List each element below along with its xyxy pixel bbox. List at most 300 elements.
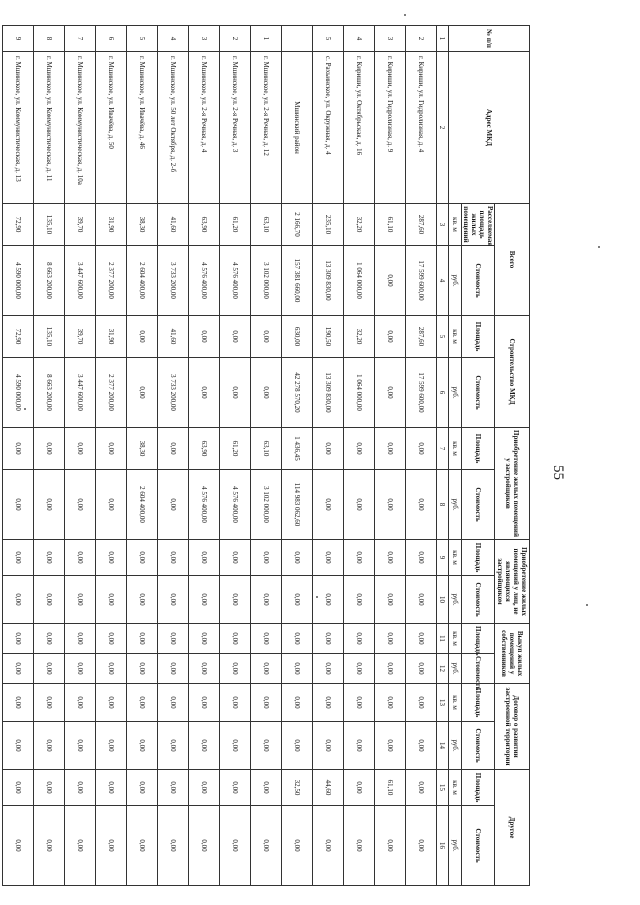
rotated-table-wrapper [14, 25, 530, 885]
column-number: 10 [437, 576, 449, 624]
value-cell: 72,90 [3, 204, 34, 246]
header-area: Площадь [462, 770, 495, 806]
unit-money: руб. [449, 722, 462, 770]
value-cell: 0,00 [127, 722, 158, 770]
value-cell: 0,00 [406, 624, 437, 654]
value-cell: 0,00 [34, 722, 65, 770]
value-cell: 0,00 [189, 684, 220, 722]
value-cell: 0,00 [96, 540, 127, 576]
value-cell: 0,00 [3, 770, 34, 806]
address-cell: с. Рахьинское, ул. Окружная, д. 4 [313, 52, 344, 204]
value-cell: 32,20 [344, 204, 375, 246]
value-cell: 0,00 [344, 654, 375, 684]
value-cell: 0,00 [375, 624, 406, 654]
unit-money: руб. [449, 358, 462, 428]
address-cell: г. Мшинское, ул. Коммунистическая, д. 13 [3, 52, 34, 204]
value-cell: 2 604 400,00 [127, 470, 158, 540]
value-cell: 1 064 000,00 [344, 358, 375, 428]
table-row [220, 26, 251, 886]
value-cell: 0,00 [282, 624, 313, 654]
value-cell: 0,00 [406, 722, 437, 770]
table-row [375, 26, 406, 886]
value-cell: 0,00 [127, 624, 158, 654]
row-number: 7 [65, 26, 96, 52]
value-cell: 0,00 [65, 722, 96, 770]
value-cell: 0,00 [344, 428, 375, 470]
value-cell: 0,00 [189, 316, 220, 358]
value-cell: 61,20 [220, 204, 251, 246]
value-cell: 235,10 [313, 204, 344, 246]
value-cell: 0,00 [251, 722, 282, 770]
row-number: 1 [251, 26, 282, 52]
value-cell: 0,00 [127, 540, 158, 576]
value-cell: 38,30 [127, 204, 158, 246]
value-cell: 0,00 [406, 806, 437, 886]
value-cell: 72,90 [3, 316, 34, 358]
value-cell: 2 166,70 [282, 204, 313, 246]
row-number: 2 [406, 26, 437, 52]
value-cell: 0,00 [158, 770, 189, 806]
table-row [96, 26, 127, 886]
table-row [158, 26, 189, 886]
value-cell: 0,00 [220, 806, 251, 886]
value-cell: 0,00 [251, 624, 282, 654]
address-cell: г. Мшинское, ул. 50 лет Октября, д. 2-б [158, 52, 189, 204]
column-number: 9 [437, 540, 449, 576]
value-cell: 0,00 [34, 684, 65, 722]
value-cell: 0,00 [127, 576, 158, 624]
unit-money: руб. [449, 806, 462, 886]
value-cell: 0,00 [406, 428, 437, 470]
value-cell: 190,50 [313, 316, 344, 358]
address-cell: г. Кириши, ул. Гидролизная, д. 9 [375, 52, 406, 204]
scan-speck [598, 246, 600, 248]
value-cell: 0,00 [220, 770, 251, 806]
value-cell: 17 599 600,00 [406, 358, 437, 428]
value-cell: 13 309 830,00 [313, 246, 344, 316]
value-cell: 0,00 [344, 540, 375, 576]
value-cell: 0,00 [34, 770, 65, 806]
value-cell: 0,00 [96, 428, 127, 470]
column-number: 11 [437, 624, 449, 654]
value-cell: 1 436,45 [282, 428, 313, 470]
page-number: 55 [550, 465, 566, 480]
value-cell: 0,00 [34, 806, 65, 886]
value-cell: 0,00 [344, 722, 375, 770]
value-cell: 0,00 [344, 684, 375, 722]
value-cell: 0,00 [220, 722, 251, 770]
value-cell: 0,00 [65, 428, 96, 470]
value-cell: 3 102 000,00 [251, 246, 282, 316]
value-cell: 63,90 [189, 428, 220, 470]
value-cell: 41,60 [158, 204, 189, 246]
address-cell: г. Мшинское, ул. Коммунистическая, д. 10а [65, 52, 96, 204]
value-cell: 0,00 [313, 684, 344, 722]
value-cell: 0,00 [406, 470, 437, 540]
value-cell: 3 733 200,00 [158, 358, 189, 428]
header-cost: Стоимость [462, 722, 495, 770]
column-number: 8 [437, 470, 449, 540]
address-cell: г. Мшинское, ул. 2-я Речная, д. 4 [189, 52, 220, 204]
value-cell: 0,00 [220, 358, 251, 428]
value-cell: 0,00 [406, 654, 437, 684]
unit-area: кв. м [449, 204, 462, 246]
header-other: Другое [495, 770, 530, 886]
value-cell: 17 599 600,00 [406, 246, 437, 316]
value-cell: 0,00 [375, 576, 406, 624]
value-cell: 0,00 [65, 684, 96, 722]
header-development-agreement: Договор о развитии застроенной территории [495, 684, 530, 770]
value-cell: 0,00 [3, 624, 34, 654]
value-cell: 287,60 [406, 204, 437, 246]
row-number: 6 [96, 26, 127, 52]
value-cell: 0,00 [282, 576, 313, 624]
value-cell: 0,00 [34, 576, 65, 624]
value-cell: 0,00 [251, 540, 282, 576]
value-cell: 0,00 [158, 470, 189, 540]
value-cell: 0,00 [127, 806, 158, 886]
table-row [313, 26, 344, 886]
column-number: 7 [437, 428, 449, 470]
value-cell: 0,00 [127, 654, 158, 684]
value-cell: 0,00 [65, 576, 96, 624]
value-cell: 0,00 [344, 576, 375, 624]
scan-speck [24, 408, 26, 410]
column-number: 16 [437, 806, 449, 886]
value-cell: 135,10 [34, 204, 65, 246]
unit-area: кв. м [449, 428, 462, 470]
value-cell: 0,00 [34, 428, 65, 470]
value-cell: 135,10 [34, 316, 65, 358]
address-cell: г. Мшинское, ул. 2-я Речная, д. 12 [251, 52, 282, 204]
value-cell: 0,00 [251, 806, 282, 886]
value-cell: 31,90 [96, 204, 127, 246]
value-cell: 0,00 [127, 316, 158, 358]
value-cell: 0,00 [375, 654, 406, 684]
header-cost: Стоимость [462, 654, 495, 684]
value-cell: 0,00 [189, 722, 220, 770]
value-cell: 0,00 [313, 540, 344, 576]
value-cell: 0,00 [375, 540, 406, 576]
value-cell: 0,00 [282, 722, 313, 770]
value-cell: 0,00 [406, 684, 437, 722]
unit-money: руб. [449, 654, 462, 684]
value-cell: 0,00 [189, 576, 220, 624]
header-cost: Стоимость [462, 246, 495, 316]
header-construction: Строительство МКД [495, 316, 530, 428]
value-cell: 0,00 [34, 654, 65, 684]
value-cell: 0,00 [251, 576, 282, 624]
value-cell: 0,00 [158, 806, 189, 886]
table-row [34, 26, 65, 886]
table-row [251, 26, 282, 886]
value-cell: 0,00 [375, 684, 406, 722]
value-cell: 0,00 [96, 684, 127, 722]
header-cost: Стоимость [462, 806, 495, 886]
value-cell: 0,00 [3, 576, 34, 624]
value-cell: 0,00 [127, 358, 158, 428]
value-cell: 0,00 [65, 624, 96, 654]
value-cell: 8 663 200,00 [34, 358, 65, 428]
value-cell: 0,00 [96, 654, 127, 684]
value-cell: 0,00 [375, 428, 406, 470]
value-cell: 32,50 [282, 770, 313, 806]
header-settled-area: Расселяемая площадь жилых помещений [462, 204, 495, 246]
value-cell: 0,00 [96, 722, 127, 770]
value-cell: 0,00 [158, 624, 189, 654]
row-number: 2 [220, 26, 251, 52]
value-cell: 0,00 [313, 624, 344, 654]
unit-area: кв. м [449, 624, 462, 654]
value-cell: 0,00 [406, 770, 437, 806]
address-cell: г. Кириши, ул. Гидролизная, д. 4 [406, 52, 437, 204]
value-cell: 0,00 [34, 624, 65, 654]
header-area: Площадь [462, 624, 495, 654]
value-cell: 0,00 [251, 770, 282, 806]
value-cell: 0,00 [96, 624, 127, 654]
value-cell: 0,00 [127, 770, 158, 806]
value-cell: 4 576 400,00 [220, 246, 251, 316]
value-cell: 2 377 200,00 [96, 358, 127, 428]
row-number: 4 [158, 26, 189, 52]
value-cell: 0,00 [282, 684, 313, 722]
value-cell: 0,00 [282, 654, 313, 684]
value-cell: 1 064 000,00 [344, 246, 375, 316]
header-area: Площадь [462, 684, 495, 722]
value-cell: 0,00 [344, 806, 375, 886]
value-cell: 0,00 [158, 722, 189, 770]
column-number: 6 [437, 358, 449, 428]
value-cell: 0,00 [3, 684, 34, 722]
value-cell: 0,00 [3, 806, 34, 886]
table-row [65, 26, 96, 886]
value-cell: 32,20 [344, 316, 375, 358]
value-cell: 114 983 062,60 [282, 470, 313, 540]
value-cell: 0,00 [65, 654, 96, 684]
row-number: 5 [313, 26, 344, 52]
value-cell: 0,00 [282, 806, 313, 886]
column-number: 13 [437, 684, 449, 722]
value-cell: 4 590 000,00 [3, 246, 34, 316]
value-cell: 61,20 [220, 428, 251, 470]
value-cell: 13 309 830,00 [313, 358, 344, 428]
value-cell: 0,00 [158, 576, 189, 624]
value-cell: 0,00 [406, 576, 437, 624]
value-cell: 0,00 [344, 470, 375, 540]
value-cell: 0,00 [34, 540, 65, 576]
table-row [127, 26, 158, 886]
value-cell: 3 447 600,00 [65, 246, 96, 316]
address-cell: г. Кириши, ул. Октябрьская, д. 16 [344, 52, 375, 204]
unit-money: руб. [449, 246, 462, 316]
unit-area: кв. м [449, 540, 462, 576]
value-cell: 0,00 [3, 654, 34, 684]
value-cell: 0,00 [313, 428, 344, 470]
scan-speck [316, 596, 318, 598]
address-cell: г. Мшинское, ул. Ивачёва, д. 50 [96, 52, 127, 204]
value-cell: 38,30 [127, 428, 158, 470]
column-number: 1 [437, 26, 449, 52]
value-cell: 63,90 [189, 204, 220, 246]
value-cell: 41,60 [158, 316, 189, 358]
value-cell: 0,00 [189, 654, 220, 684]
value-cell: 287,60 [406, 316, 437, 358]
value-cell: 4 590 000,00 [3, 358, 34, 428]
value-cell: 4 576 400,00 [189, 470, 220, 540]
value-cell: 0,00 [344, 624, 375, 654]
address-cell: г. Мшинское, ул. Ивачёва, д. 46 [127, 52, 158, 204]
column-number: 14 [437, 722, 449, 770]
value-cell: 0,00 [3, 428, 34, 470]
value-cell: 0,00 [3, 470, 34, 540]
value-cell: 0,00 [189, 540, 220, 576]
header-acquisition-persons: Приобретение жилых помещений у лиц, не являющихся застройщиком [495, 540, 530, 624]
value-cell: 0,00 [65, 540, 96, 576]
table-body [3, 26, 437, 886]
value-cell: 0,00 [3, 540, 34, 576]
value-cell: 39,70 [65, 204, 96, 246]
scan-speck [586, 604, 588, 606]
value-cell: 0,00 [375, 470, 406, 540]
resettlement-table [2, 25, 530, 886]
header-cost: Стоимость [462, 576, 495, 624]
column-number: 15 [437, 770, 449, 806]
column-number: 2 [437, 52, 449, 204]
value-cell: 44,60 [313, 770, 344, 806]
value-cell: 4 576 400,00 [220, 470, 251, 540]
value-cell: 0,00 [189, 358, 220, 428]
row-number [282, 26, 313, 52]
column-number: 5 [437, 316, 449, 358]
scanned-page [14, 25, 530, 885]
row-number: 3 [375, 26, 406, 52]
value-cell: 0,00 [96, 576, 127, 624]
column-number: 4 [437, 246, 449, 316]
table-row [406, 26, 437, 886]
unit-area: кв. м [449, 316, 462, 358]
value-cell: 0,00 [127, 684, 158, 722]
table-row [344, 26, 375, 886]
value-cell: 0,00 [220, 684, 251, 722]
table-row [3, 26, 34, 886]
value-cell: 0,00 [313, 722, 344, 770]
value-cell: 0,00 [34, 470, 65, 540]
value-cell: 0,00 [65, 806, 96, 886]
column-numbers-row [437, 26, 449, 886]
value-cell: 0,00 [3, 722, 34, 770]
value-cell: 0,00 [375, 246, 406, 316]
value-cell: 0,00 [251, 358, 282, 428]
value-cell: 0,00 [220, 624, 251, 654]
row-number: 8 [34, 26, 65, 52]
value-cell: 3 733 200,00 [158, 246, 189, 316]
header-redemption: Выкуп жилых помещений у собственников [495, 624, 530, 684]
unit-area: кв. м [449, 684, 462, 722]
group-row [282, 26, 313, 886]
value-cell: 0,00 [375, 806, 406, 886]
value-cell: 63,10 [251, 204, 282, 246]
district-name: Мшинский район [282, 52, 313, 204]
row-number: 4 [344, 26, 375, 52]
value-cell: 8 663 200,00 [34, 246, 65, 316]
value-cell: 3 447 600,00 [65, 358, 96, 428]
unit-money: руб. [449, 576, 462, 624]
value-cell: 0,00 [313, 806, 344, 886]
header-address: Адрес МКД [449, 52, 530, 204]
header-cost: Стоимость [462, 470, 495, 540]
value-cell: 0,00 [158, 654, 189, 684]
value-cell: 0,00 [251, 316, 282, 358]
value-cell: 0,00 [251, 654, 282, 684]
address-cell: г. Мшинское, ул. 2-я Речная, д. 3 [220, 52, 251, 204]
value-cell: 0,00 [313, 654, 344, 684]
column-number: 3 [437, 204, 449, 246]
value-cell: 4 576 400,00 [189, 246, 220, 316]
value-cell: 42 278 570,20 [282, 358, 313, 428]
value-cell: 0,00 [189, 770, 220, 806]
value-cell: 0,00 [158, 428, 189, 470]
value-cell: 157 381 660,00 [282, 246, 313, 316]
value-cell: 0,00 [220, 654, 251, 684]
header-acquisition-developers: Приобретение жилых помещений у застройщиков [495, 428, 530, 540]
value-cell: 0,00 [375, 316, 406, 358]
row-number: 9 [3, 26, 34, 52]
value-cell: 0,00 [313, 576, 344, 624]
value-cell: 0,00 [375, 722, 406, 770]
header-cost: Стоимость [462, 358, 495, 428]
value-cell: 0,00 [96, 770, 127, 806]
value-cell: 0,00 [375, 358, 406, 428]
header-no: № п/п [449, 26, 530, 52]
header-area: Площадь [462, 428, 495, 470]
value-cell: 0,00 [220, 316, 251, 358]
value-cell: 61,10 [375, 770, 406, 806]
value-cell: 61,10 [375, 204, 406, 246]
value-cell: 0,00 [65, 770, 96, 806]
table-row [189, 26, 220, 886]
unit-area: кв. м [449, 770, 462, 806]
value-cell: 0,00 [220, 540, 251, 576]
scan-speck [404, 14, 406, 16]
value-cell: 31,90 [96, 316, 127, 358]
address-cell: г. Мшинское, ул. Коммунистическая, д. 11 [34, 52, 65, 204]
value-cell: 3 102 000,00 [251, 470, 282, 540]
value-cell: 0,00 [189, 624, 220, 654]
value-cell: 0,00 [313, 470, 344, 540]
row-number: 3 [189, 26, 220, 52]
unit-money: руб. [449, 470, 462, 540]
value-cell: 0,00 [96, 470, 127, 540]
value-cell: 0,00 [220, 576, 251, 624]
value-cell: 63,10 [251, 428, 282, 470]
column-number: 12 [437, 654, 449, 684]
value-cell: 2 377 200,00 [96, 246, 127, 316]
header-total: Всего [495, 204, 530, 316]
value-cell: 0,00 [189, 806, 220, 886]
value-cell: 39,70 [65, 316, 96, 358]
header-area: Площадь [462, 316, 495, 358]
value-cell: 0,00 [251, 684, 282, 722]
value-cell: 0,00 [96, 806, 127, 886]
value-cell: 0,00 [406, 540, 437, 576]
value-cell: 0,00 [282, 540, 313, 576]
value-cell: 0,00 [158, 684, 189, 722]
value-cell: 0,00 [65, 470, 96, 540]
value-cell: 0,00 [344, 770, 375, 806]
value-cell: 630,00 [282, 316, 313, 358]
header-area: Площадь [462, 540, 495, 576]
value-cell: 2 604 400,00 [127, 246, 158, 316]
